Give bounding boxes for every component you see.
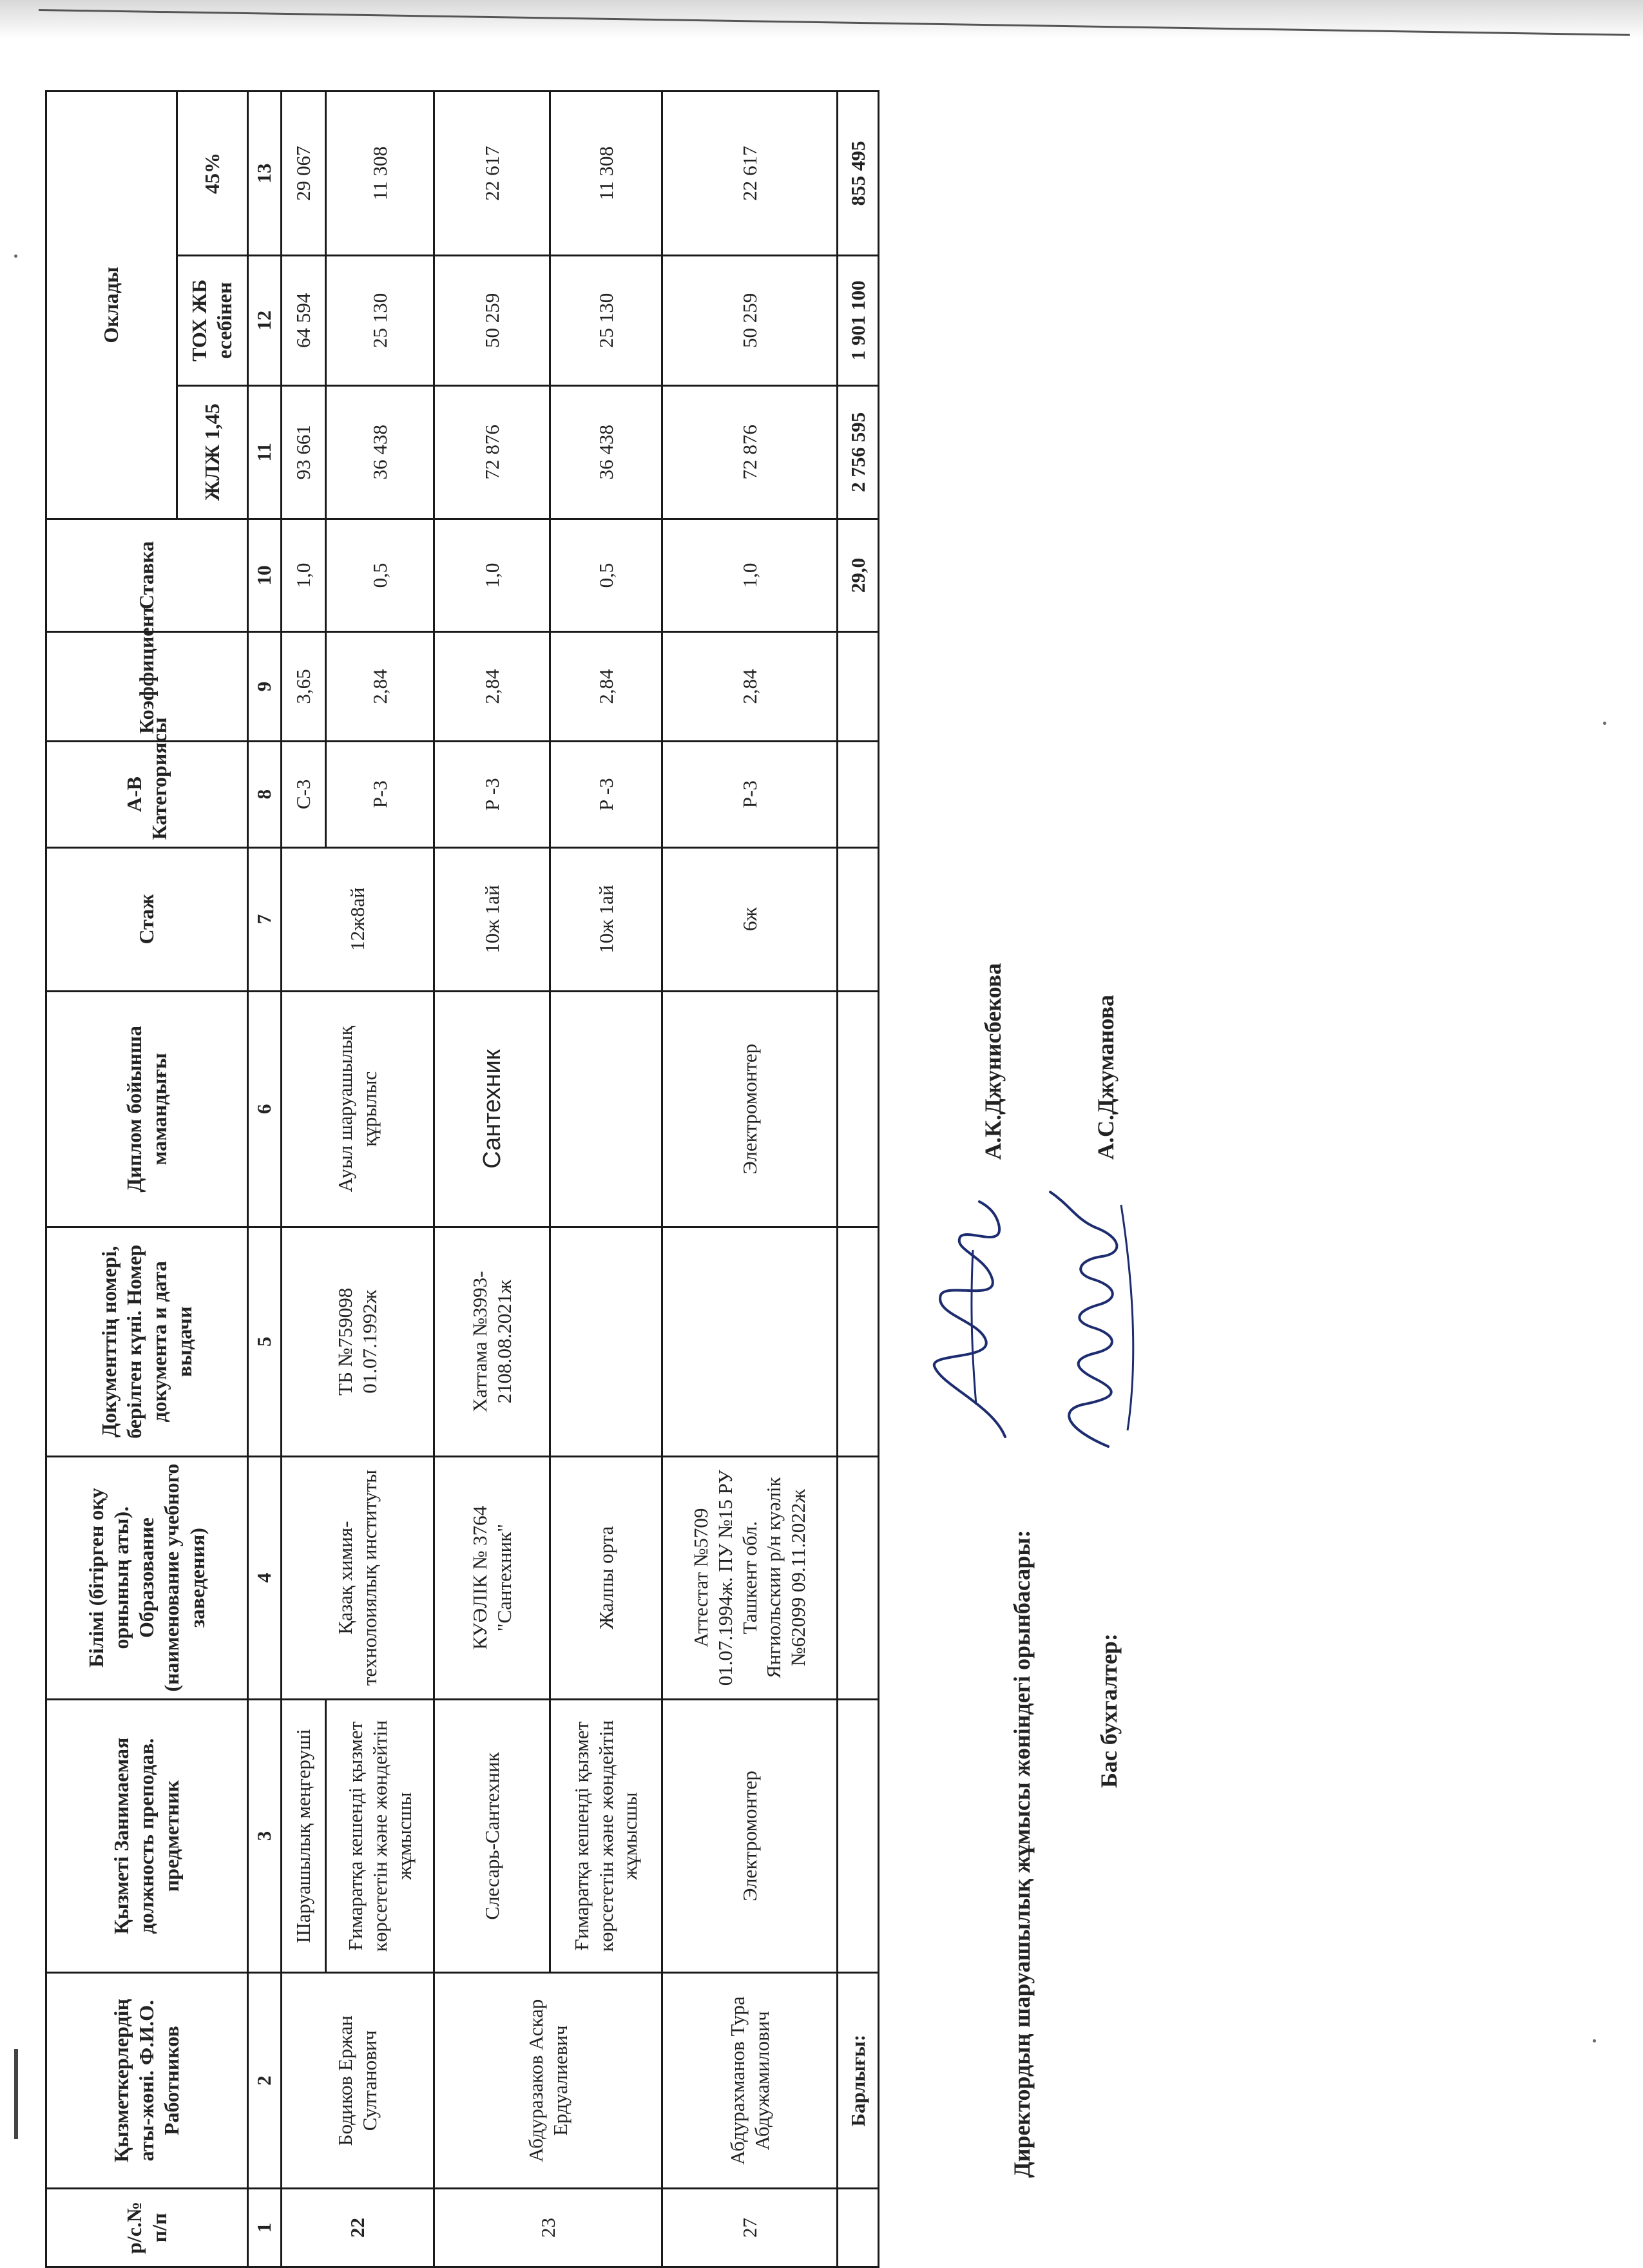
coefficient: 2,84 — [550, 632, 662, 742]
accountant-signature-image — [1031, 1186, 1153, 1456]
total-empty — [838, 1699, 879, 1973]
stavka: 1,0 — [281, 519, 326, 631]
header-row — [46, 91, 177, 2267]
total-zhlzh: 2 756 595 — [838, 385, 879, 519]
header-coef: Коэффициент — [46, 632, 248, 742]
col-number: 1 — [247, 2188, 281, 2267]
total-tox: 1 901 100 — [838, 255, 879, 385]
scan-dot — [14, 255, 17, 258]
total-row — [838, 91, 879, 2267]
signature-block — [902, 90, 1289, 2268]
category: Р-3 — [326, 741, 434, 847]
salary-zhlzh: 72 876 — [434, 385, 550, 519]
deputy-signature-image — [915, 1198, 1031, 1443]
col-number: 11 — [247, 385, 281, 519]
stavka: 0,5 — [550, 519, 662, 631]
chief-accountant-label: Бас бухгалтер: — [1096, 1633, 1122, 1788]
header-education: Білімі (бітірген оқу орнының аты). Образование (наименование учебного заведения) — [46, 1456, 248, 1699]
salary-zhlzh: 72 876 — [662, 385, 837, 519]
col-number: 12 — [247, 255, 281, 385]
header-pct: 45% — [177, 91, 247, 256]
col-number: 5 — [247, 1227, 281, 1456]
salary-tox: 25 130 — [326, 255, 434, 385]
total-empty — [838, 1456, 879, 1699]
col-number: 8 — [247, 741, 281, 847]
salary-tox: 64 594 — [281, 255, 326, 385]
scan-left-mark — [14, 2049, 18, 2139]
diploma-specialty: Сантехник — [434, 991, 550, 1227]
stazh: 6ж — [662, 847, 837, 991]
salary-tox: 50 259 — [434, 255, 550, 385]
diploma-empty — [550, 991, 662, 1227]
chief-accountant-name: А.С.Джуманова — [1093, 995, 1119, 1160]
education: КУӘЛІК № 3764 "Сантехник" — [434, 1456, 550, 1699]
col-number: 9 — [247, 632, 281, 742]
total-empty — [838, 1227, 879, 1456]
total-empty — [838, 991, 879, 1227]
stavka: 1,0 — [662, 519, 837, 631]
diploma-specialty: Электромонтер — [662, 991, 837, 1227]
staff-salary-table — [45, 90, 879, 2268]
document-empty — [662, 1227, 837, 1456]
salary-pct: 11 308 — [326, 91, 434, 256]
document-empty — [550, 1227, 662, 1456]
deputy-director-label: Директордың шаруашылық жұмысы жөніндегі орынбасары: — [1009, 1530, 1035, 2178]
coefficient: 2,84 — [434, 632, 550, 742]
row-num: 22 — [281, 2188, 434, 2267]
position: Шаруашылық меңгеруші — [281, 1699, 326, 1973]
coefficient: 2,84 — [326, 632, 434, 742]
total-empty — [838, 847, 879, 991]
diploma-specialty: Ауыл шаруашылық құрылыс — [281, 991, 434, 1227]
salary-pct: 29 067 — [281, 91, 326, 256]
header-stavka: Ставка — [46, 519, 248, 631]
col-number: 4 — [247, 1456, 281, 1699]
header-oklady: Оклады — [46, 91, 177, 519]
header-category: А-В Категориясы — [46, 741, 248, 847]
coefficient: 2,84 — [662, 632, 837, 742]
stazh: 12ж8ай — [281, 847, 434, 991]
category: С-3 — [281, 741, 326, 847]
header-num: р/с.№ п/п — [46, 2188, 248, 2267]
education: Аттестат №5709 01.07.1994ж. ПУ №15 РУ Ташкент обл. Янгиольскии р/н куәлік №62099 09.11.2022ж — [662, 1456, 837, 1699]
header-name: Қызметкерлердің аты-жөні. Ф.И.О. Работников — [46, 1973, 248, 2189]
total-empty — [838, 632, 879, 742]
header-zhlzh: ЖЛЖ 1,45 — [177, 385, 247, 519]
salary-tox: 50 259 — [662, 255, 837, 385]
salary-pct: 11 308 — [550, 91, 662, 256]
col-number: 13 — [247, 91, 281, 256]
table-row — [434, 91, 550, 2267]
header-diploma: Диплом бойынша мамандығы — [46, 991, 248, 1227]
position: Электромонтер — [662, 1699, 837, 1973]
salary-pct: 22 617 — [662, 91, 837, 256]
salary-zhlzh: 36 438 — [326, 385, 434, 519]
education: Қазақ химия-технолоиялық институты — [281, 1456, 434, 1699]
table-row — [550, 91, 662, 2267]
table-row — [281, 91, 326, 2267]
header-position: Қызметі Занимаемая должность преподав. предметник — [46, 1699, 248, 1973]
total-empty — [838, 741, 879, 847]
position: Ғимаратқа кешенді қызмет көрсететін және жөндейтін жұмысшы — [550, 1699, 662, 1973]
salary-tox: 25 130 — [550, 255, 662, 385]
salary-zhlzh: 36 438 — [550, 385, 662, 519]
coefficient: 3,65 — [281, 632, 326, 742]
col-number: 6 — [247, 991, 281, 1227]
header-tox: ТОХ ЖБ есебінен — [177, 255, 247, 385]
position: Ғимаратқа кешенді қызмет көрсететін және жөндейтін жұмысшы — [326, 1699, 434, 1973]
col-number: 3 — [247, 1699, 281, 1973]
stavka: 0,5 — [326, 519, 434, 631]
header-stazh: Стаж — [46, 847, 248, 991]
rotated-document-page — [45, 90, 1643, 2268]
deputy-director-name: А.К.Джунисбекова — [980, 963, 1006, 1160]
col-number: 7 — [247, 847, 281, 991]
employee-name: Абдуразаков Аскар Ердуалиевич — [434, 1973, 662, 2189]
scan-top-edge — [0, 0, 1643, 39]
salary-zhlzh: 93 661 — [281, 385, 326, 519]
header-document: Документтің номері, берілген күні. Номер документа и дата выдачи — [46, 1227, 248, 1456]
category: Р-3 — [662, 741, 837, 847]
row-num: 23 — [434, 2188, 662, 2267]
total-pct: 855 495 — [838, 91, 879, 256]
salary-pct: 22 617 — [434, 91, 550, 256]
table-row — [662, 91, 837, 2267]
category: Р -3 — [550, 741, 662, 847]
document: Хаттама №3993-2108.08.2021ж — [434, 1227, 550, 1456]
employee-name: Бодиков Ержан Султанович — [281, 1973, 434, 2189]
row-num: 27 — [662, 2188, 837, 2267]
total-stavka: 29,0 — [838, 519, 879, 631]
total-label: Барлығы: — [838, 1973, 879, 2189]
col-number: 10 — [247, 519, 281, 631]
stazh: 10ж 1ай — [434, 847, 550, 991]
col-number: 2 — [247, 1973, 281, 2189]
employee-name: Абдурахманов Тура Абдужамилович — [662, 1973, 837, 2189]
education: Жалпы орта — [550, 1456, 662, 1699]
category: Р -3 — [434, 741, 550, 847]
stavka: 1,0 — [434, 519, 550, 631]
column-number-row — [247, 91, 281, 2267]
position: Слесарь-Сантехник — [434, 1699, 550, 1973]
document: ТБ №759098 01.07.1992ж — [281, 1227, 434, 1456]
stazh: 10ж 1ай — [550, 847, 662, 991]
total-empty — [838, 2188, 879, 2267]
